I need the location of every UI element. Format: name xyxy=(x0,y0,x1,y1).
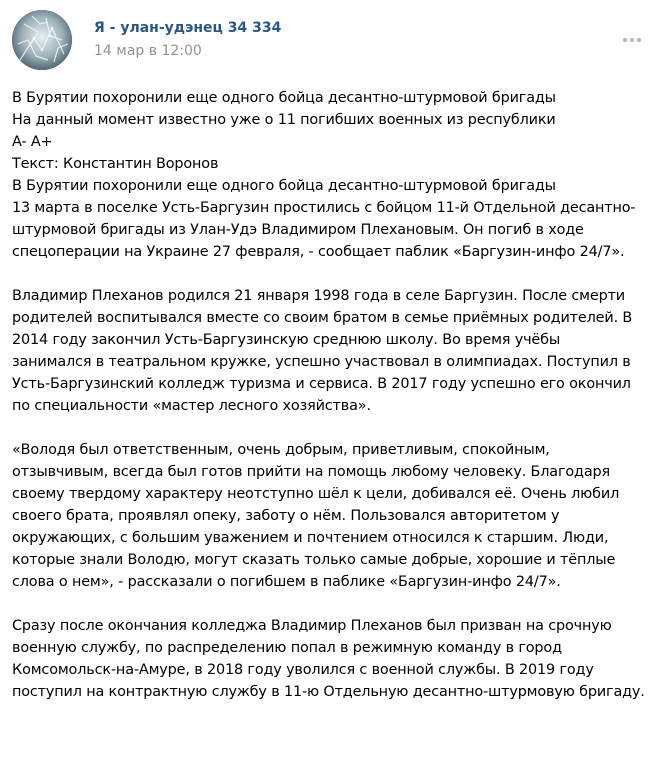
post-text-line: На данный момент известно уже о 11 погибших военных из республики xyxy=(12,112,556,128)
post-text-line: В Бурятии похоронили еще одного бойца десантно-штурмовой бригады xyxy=(12,90,556,106)
post-text-line: штурмовой бригады из Улан-Удэ Владимиром Плехановым. Он погиб в ходе xyxy=(12,222,584,238)
avatar-image xyxy=(12,10,72,70)
post-text-line: которые знали Володю, могут сказать только самые добрые, хорошие и тёплые xyxy=(12,552,616,568)
post-text-line: Владимир Плеханов родился 21 января 1998 года в селе Баргузин. После смерти xyxy=(12,288,626,304)
post-text-line: слова о нем», - рассказали о погибшем в паблике «Баргузин-инфо 24/7». xyxy=(12,574,561,590)
post-text-line: занимался в театральном кружке, успешно участвовал в олимпиадах. Поступил в xyxy=(12,354,631,370)
post-text-line: Комсомольск-на-Амуре, в 2018 году уволился с военной службы. В 2019 году xyxy=(12,662,594,678)
post-text-line: Усть-Баргузинский колледж туризма и сервиса. В 2017 году успешно его окончил xyxy=(12,376,631,392)
post-text-line: окружающих, с большим уважением и почтением относился к старшим. Люди, xyxy=(12,530,609,546)
post-text-line: своему твердому характеру неотступно шёл к цели, добивался её. Очень любил xyxy=(12,486,620,502)
author-name-link[interactable]: Я - улан-удэнец 34 334 xyxy=(94,20,282,36)
post-text-line: спецоперации на Украине 27 февраля, - сообщает паблик «Баргузин-инфо 24/7». xyxy=(12,244,625,260)
post-text-line: Текст: Константин Воронов xyxy=(12,156,219,172)
more-dot xyxy=(630,38,634,42)
post-text-line: поступил на контрактную службу в 11-ю Отдельную десантно-штурмовую бригаду. xyxy=(12,684,645,700)
post-text-line: 13 марта в поселке Усть-Баргузин простились с бойцом 11-й Отдельной десантно- xyxy=(12,200,636,216)
paragraph-gap xyxy=(12,417,652,439)
post-header xyxy=(12,10,652,66)
more-dot xyxy=(637,38,641,42)
post-text-line: военную службу, по распределению попал в режимную команду в город xyxy=(12,640,562,656)
post-text-line: своего брата, проявлял опеку, заботу о нём. Пользовался авторитетом у xyxy=(12,508,560,524)
more-dot xyxy=(623,38,627,42)
post-text-line: Сразу после окончания колледжа Владимир Плеханов был призван на срочную xyxy=(12,618,612,634)
post-text-line: 2014 году закончил Усть-Баргузинскую среднюю школу. Во время учёбы xyxy=(12,332,561,348)
post-text-line: родителей воспитывался вместе со своим братом в семье приёмных родителей. В xyxy=(12,310,633,326)
post-text-line: по специальности «мастер лесного хозяйства». xyxy=(12,398,371,414)
post-text-line: отзывчивым, всегда был готов прийти на помощь любому человеку. Благодаря xyxy=(12,464,610,480)
post-text-line: В Бурятии похоронили еще одного бойца десантно-штурмовой бригады xyxy=(12,178,556,194)
paragraph-gap xyxy=(12,593,652,615)
post-text-line: «Володя был ответственным, очень добрым, приветливым, спокойным, xyxy=(12,442,550,458)
more-horizontal-icon[interactable] xyxy=(620,34,644,46)
avatar-icon[interactable] xyxy=(12,10,72,70)
post-date-link[interactable]: 14 мар в 12:00 xyxy=(94,43,202,59)
post-text-line: A- A+ xyxy=(12,134,53,150)
paragraph-gap xyxy=(12,263,652,285)
post-text xyxy=(12,87,652,703)
